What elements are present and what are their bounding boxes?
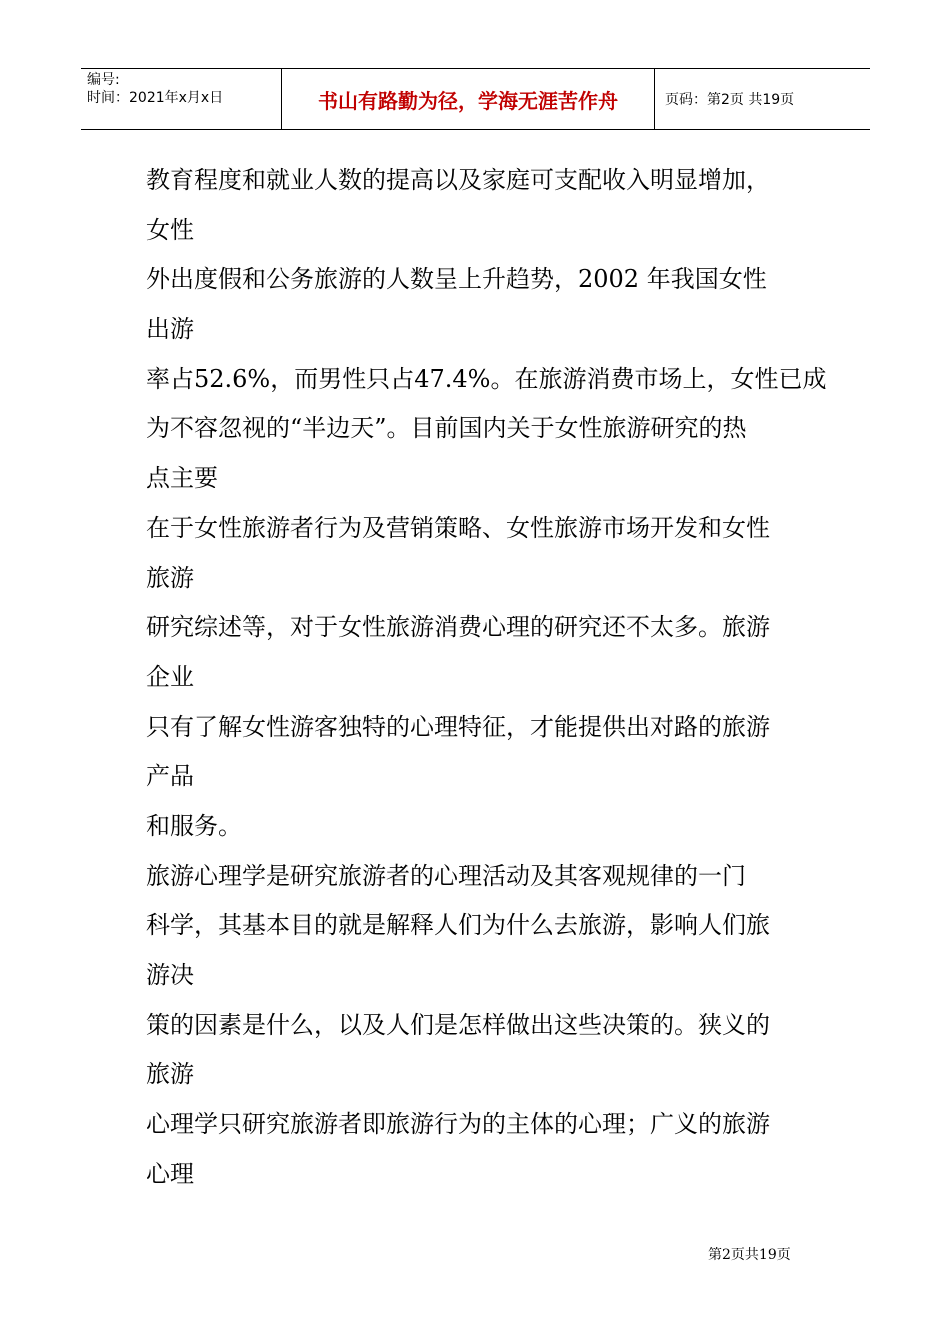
text-line: 心理学只研究旅游者即旅游行为的主体的心理；广义的旅游 [146, 1110, 770, 1139]
header-page-info: 页码：第2页 共19页 [665, 92, 795, 108]
text-line: 企业 [146, 662, 194, 691]
text-line: 和服务。 [146, 811, 242, 840]
text-line: 教育程度和就业人数的提高以及家庭可支配收入明显增加， [146, 166, 770, 194]
text-line: 研究综述等，对于女性旅游消费心理的研究还不太多。旅游 [146, 613, 770, 642]
text-line: 科学，其基本目的就是解释人们为什么去旅游，影响人们旅 [146, 911, 770, 940]
text-line: 点主要 [146, 464, 218, 493]
text-line: 游决 [146, 961, 194, 989]
page-footer: 第2页共19页 [708, 1247, 791, 1263]
text-line: 率占52.6%，而男性只占47.4%。在旅游消费市场上，女性已成 [146, 364, 827, 393]
text-line: 旅游 [146, 563, 194, 592]
text-line: 外出度假和公务旅游的人数呈上升趋势，2002 年我国女性 [146, 265, 767, 294]
document-header [81, 68, 870, 130]
text-line: 产品 [146, 762, 194, 791]
text-line: 只有了解女性游客独特的心理特征，才能提供出对路的旅游 [146, 712, 770, 741]
text-line: 心理 [146, 1159, 194, 1188]
text-line: 旅游 [146, 1060, 194, 1089]
header-meta [81, 69, 282, 129]
header-motto: 书山有路勤为径，学海无涯苦作舟 [282, 69, 655, 129]
text-line: 旅游心理学是研究旅游者的心理活动及其客观规律的一门 [146, 861, 746, 890]
body-text [146, 156, 836, 1199]
number-label: 编号: [87, 72, 120, 88]
text-line: 为不容忽视的“半边天”。目前国内关于女性旅游研究的热 [146, 414, 747, 443]
time-label: 时间：2021年x月x日 [87, 90, 224, 106]
text-line: 女性 [146, 215, 194, 244]
text-line: 出游 [146, 315, 194, 344]
text-line: 策的因素是什么，以及人们是怎样做出这些决策的。狭义的 [146, 1010, 770, 1039]
text-line: 在于女性旅游者行为及营销策略、女性旅游市场开发和女性 [146, 513, 770, 542]
